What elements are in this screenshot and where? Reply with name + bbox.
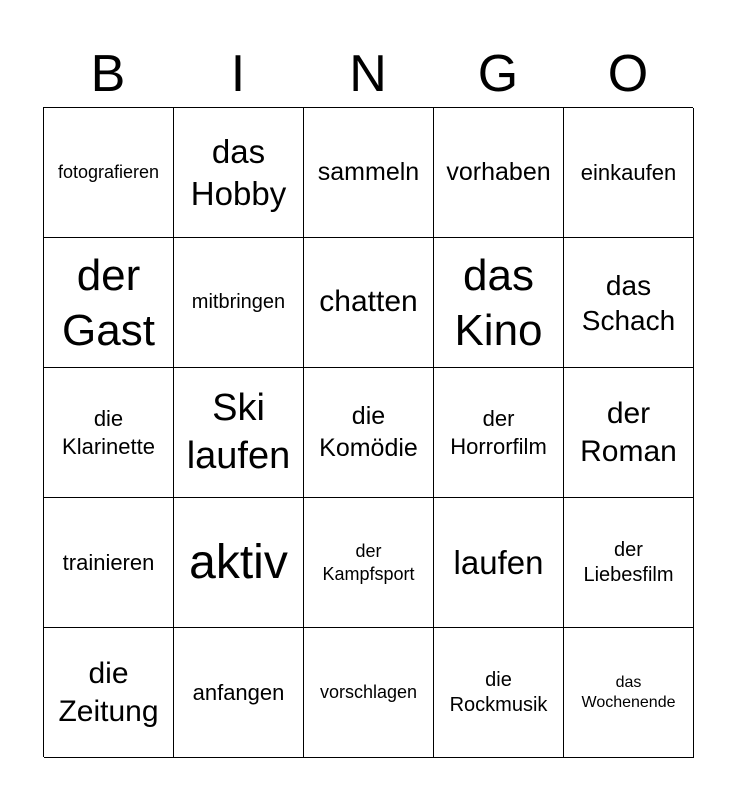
- cell-text: fotografieren: [57, 162, 160, 183]
- cell-text: die Komödie: [319, 402, 418, 462]
- bingo-cell[interactable]: [564, 108, 694, 238]
- bingo-cell[interactable]: [564, 628, 694, 758]
- bingo-cell[interactable]: [304, 108, 434, 238]
- bingo-cell[interactable]: [434, 368, 564, 498]
- bingo-board: [43, 107, 693, 757]
- bingo-cell[interactable]: [174, 498, 304, 628]
- cell-text: sammeln: [317, 158, 420, 187]
- cell-text: Ski laufen: [186, 387, 291, 477]
- bingo-cell[interactable]: [174, 368, 304, 498]
- cell-text: vorhaben: [446, 158, 551, 187]
- cell-text: die Zeitung: [58, 657, 159, 728]
- cell-text: einkaufen: [580, 159, 677, 185]
- header-letter-b: B: [90, 45, 126, 103]
- bingo-cell[interactable]: [44, 238, 174, 368]
- bingo-cell[interactable]: [564, 238, 694, 368]
- cell-text: trainieren: [62, 549, 155, 575]
- cell-text: das Hobby: [190, 133, 287, 212]
- cell-text: chatten: [319, 285, 418, 319]
- bingo-cell[interactable]: [304, 368, 434, 498]
- cell-text: das Wochenende: [581, 673, 676, 711]
- header-letter-g: G: [477, 45, 519, 103]
- bingo-cell[interactable]: [434, 628, 564, 758]
- cell-text: mitbringen: [191, 291, 286, 313]
- cell-text: der Kampfsport: [322, 541, 415, 584]
- cell-text: laufen: [453, 543, 544, 581]
- bingo-cell[interactable]: [174, 238, 304, 368]
- bingo-cell[interactable]: [304, 628, 434, 758]
- cell-text: der Horrorfilm: [450, 406, 547, 459]
- cell-text: anfangen: [192, 679, 285, 705]
- cell-text: die Rockmusik: [449, 668, 548, 716]
- cell-text: vorschlagen: [319, 682, 418, 703]
- bingo-cell[interactable]: [174, 108, 304, 238]
- cell-text: der Liebesfilm: [583, 538, 674, 586]
- cell-text: aktiv: [189, 535, 288, 589]
- bingo-cell[interactable]: [304, 498, 434, 628]
- cell-text: die Klarinette: [62, 406, 155, 459]
- bingo-cell[interactable]: [434, 238, 564, 368]
- header-letter-o: O: [607, 45, 649, 103]
- cell-text: der Gast: [62, 250, 155, 355]
- bingo-cell[interactable]: [44, 368, 174, 498]
- bingo-cell[interactable]: [44, 628, 174, 758]
- bingo-cell[interactable]: [564, 498, 694, 628]
- bingo-cell[interactable]: [44, 108, 174, 238]
- bingo-cell[interactable]: [434, 498, 564, 628]
- bingo-cell[interactable]: [174, 628, 304, 758]
- bingo-cell[interactable]: [434, 108, 564, 238]
- bingo-cell[interactable]: [304, 238, 434, 368]
- header-letter-i: I: [230, 45, 246, 103]
- bingo-cell[interactable]: [44, 498, 174, 628]
- bingo-cell[interactable]: [564, 368, 694, 498]
- header-letter-n: N: [349, 45, 387, 103]
- cell-text: das Schach: [581, 269, 676, 336]
- bingo-header: [43, 40, 693, 108]
- cell-text: der Roman: [580, 397, 677, 468]
- cell-text: das Kino: [454, 250, 543, 355]
